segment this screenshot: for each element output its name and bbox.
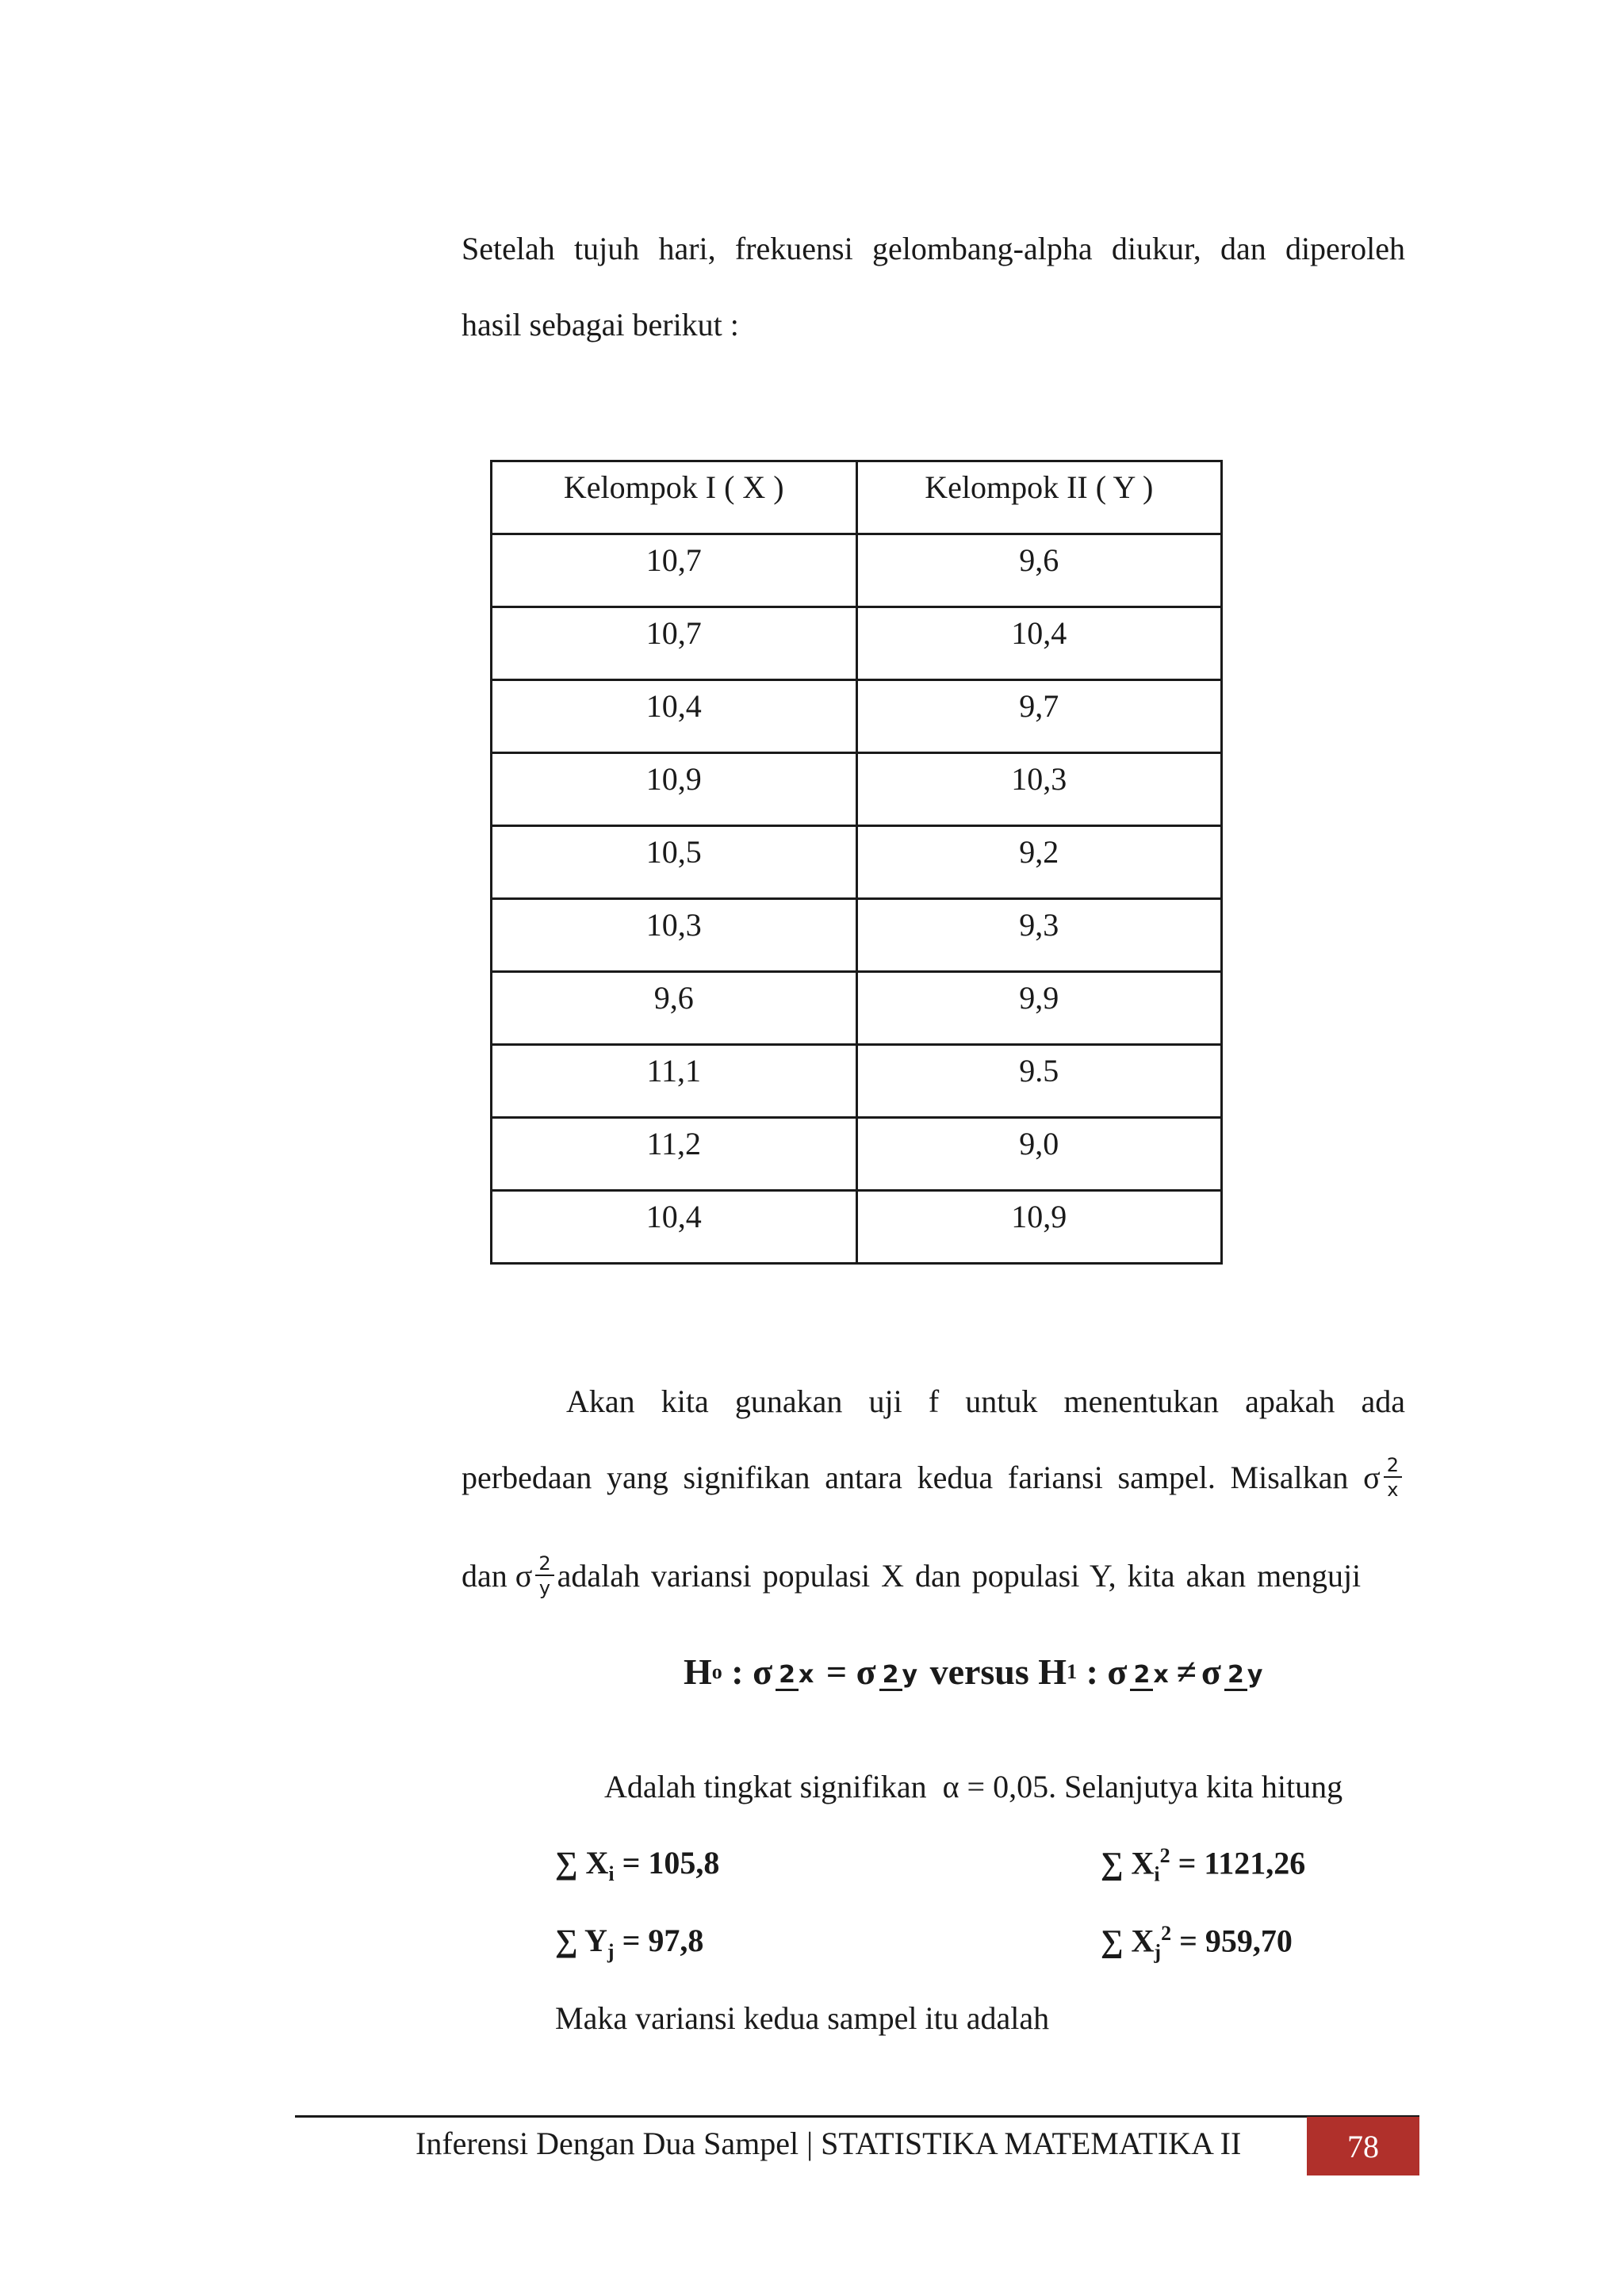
not-equal-sign: ≠ [1176,1651,1197,1692]
h1-label: H [1038,1651,1067,1692]
sum-x: ∑ $X_i = 105,8$ [555,1845,720,1885]
table-row [492,534,1222,607]
h0-sub: o [711,1659,722,1683]
header-group-x: Kelompok I ( X ) [492,461,857,534]
data-table [490,460,1223,1265]
page-number: 78 [1347,2128,1379,2164]
cell-x: 10,5 [492,826,857,899]
sigma-symbol: σ [1107,1651,1128,1692]
cell-x: 10,4 [492,680,857,753]
table-row [492,972,1222,1045]
cell-x: 10,7 [492,607,857,680]
h1-sub: 1 [1067,1659,1078,1683]
sum-x-squared: ∑ $X_i^2 = 1121,26$ [1101,1844,1306,1886]
footer-title: Inferensi Dengan Dua Sampel | STATISTIKA MATEMATIKA II [416,2126,1242,2161]
h1-colon: : [1077,1651,1108,1692]
footer-rule [295,2115,1419,2118]
intro-line-1: Setelah tujuh hari, frekuensi gelombang-alpha diukur, dan diperoleh [462,231,1405,266]
h0-equals: = [817,1651,856,1692]
table-row [492,680,1222,753]
h0-label: H [684,1651,712,1692]
cell-y: 10,4 [856,607,1222,680]
cell-y: 9,9 [856,972,1222,1045]
cell-y: 9,2 [856,826,1222,899]
page-number-badge [1307,2117,1419,2175]
h1-sigma-y: 2 y [1224,1652,1262,1691]
intro-paragraph [462,230,1405,267]
table-row [492,1191,1222,1264]
h0-colon: : [722,1651,753,1692]
table-row [492,826,1222,899]
cell-y: 9.5 [856,1045,1222,1118]
cell-y: 9,0 [856,1118,1222,1191]
cell-x: 10,3 [492,899,857,972]
cell-x: 10,4 [492,1191,857,1264]
sigma-y-fraction: $\frac{2}{y}$ [535,1554,553,1598]
h0-sigma-y: 2 y [879,1652,917,1691]
cell-x: 11,1 [492,1045,857,1118]
intro-line-2: hasil sebagai berikut : [462,307,739,342]
cell-y: 10,9 [856,1191,1222,1264]
table-row [492,607,1222,680]
cell-y: 10,3 [856,753,1222,826]
table-row [492,899,1222,972]
table-row [492,1045,1222,1118]
h1-sigma-x: 2 x [1130,1652,1168,1691]
table-row [492,1118,1222,1191]
body-line-1: Akan kita gunakan uji f untuk menentukan apakah ada [566,1383,1405,1419]
closing-line: Maka variansi kedua sampel itu adalah [555,2000,1050,2036]
sigma-symbol: σ [856,1651,876,1692]
sum-y: ∑ $Y_j = 97,8$ [555,1923,704,1963]
sigma-symbol: σ [753,1651,773,1692]
body-line-3-start: dan σ [462,1558,533,1594]
cell-y: 9,3 [856,899,1222,972]
h0-sigma-x: 2 x [776,1652,814,1691]
sum-y-squared: ∑ $X_j^2 = 959,70$ [1101,1922,1293,1964]
body-line-2: perbedaan yang signifikan antara kedua fariansi sampel. Misalkan σ [462,1460,1381,1495]
hypothesis-equation [684,1651,1266,1693]
cell-x: 10,9 [492,753,857,826]
header-group-y: Kelompok II ( Y ) [856,461,1222,534]
table-header-row [492,461,1222,534]
body-line-3 [462,1554,1361,1598]
table-row [492,753,1222,826]
versus-word: versus [921,1651,1039,1692]
cell-x: 11,2 [492,1118,857,1191]
body-line-2-wrap [462,1456,1405,1499]
sigma-symbol: σ [1201,1651,1221,1692]
cell-y: 9,6 [856,534,1222,607]
sigma-x-fraction: $\frac{2}{x}$ [1384,1456,1402,1499]
body-line-1-wrap [566,1383,1405,1420]
body-line-3-rest: adalah variansi populasi X dan populasi Y, kita akan menguji [557,1558,1362,1594]
cell-x: 9,6 [492,972,857,1045]
alpha-line: Adalah tingkat signifikan α = 0,05. Selanjutya kita hitung [604,1769,1343,1804]
cell-x: 10,7 [492,534,857,607]
cell-y: 9,7 [856,680,1222,753]
